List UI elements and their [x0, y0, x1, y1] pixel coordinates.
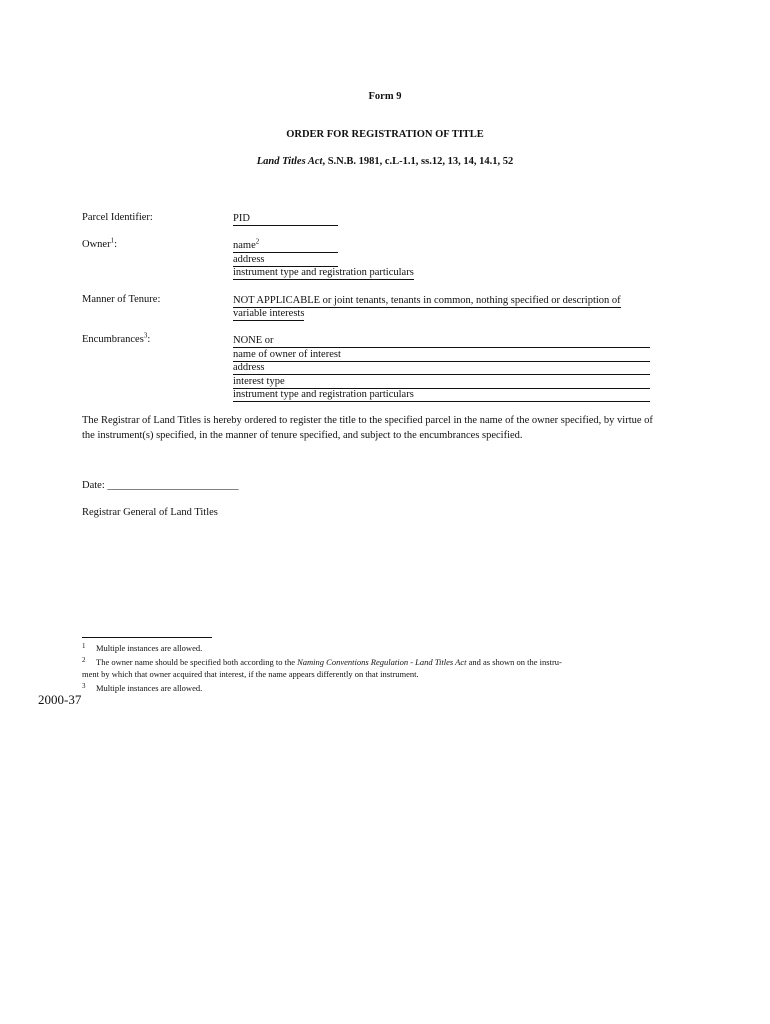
owner-footnote-ref: 1 [110, 236, 115, 245]
parcel-label: Parcel Identifier: [82, 212, 153, 223]
act-reference: , S.N.B. 1981, c.L-1.1, ss.12, 13, 14, 14.1, 52 [322, 156, 514, 167]
footnote-2 [82, 656, 652, 680]
tenure-line-2: variable interests [233, 308, 305, 319]
encumbrance-line: name of owner of interest [233, 348, 650, 362]
footnote-text [96, 657, 562, 667]
footnote-text: Multiple instances are allowed. [96, 683, 203, 693]
act-citation [0, 156, 770, 167]
regulation-name: Naming Conventions Regulation - Land Titles Act [297, 657, 467, 667]
footnote-1 [82, 642, 652, 654]
encumbrance-line: interest type [233, 375, 650, 389]
footnote-number: 3 [82, 682, 86, 690]
encumbrances-label [82, 331, 151, 345]
owner-label-text: Owner [82, 239, 111, 250]
footnote-number: 1 [82, 642, 86, 650]
tenure-line-1: NOT APPLICABLE or joint tenants, tenants in common, nothing specified or description of [233, 295, 621, 306]
act-name: Land Titles Act [256, 156, 323, 167]
footnote-text: Multiple instances are allowed. [96, 643, 203, 653]
encumbrances-label-colon: : [147, 334, 151, 345]
footnote-separator [82, 637, 212, 638]
tenure-label: Manner of Tenure: [82, 294, 161, 305]
encumbrances-label-text: Encumbrances [82, 334, 144, 345]
name-footnote-ref: 2 [255, 237, 260, 246]
footnote-text-part: The owner name should be specified both according to the [96, 657, 298, 667]
date-line: Date: _________________________ [82, 480, 239, 491]
footnote-number: 2 [82, 656, 86, 664]
form-number: Form 9 [368, 91, 402, 102]
owner-name: name [233, 240, 256, 251]
parcel-value: PID [233, 212, 338, 226]
footnote-text-continuation: ment by which that owner acquired that interest, if the name appears differently on that instrument. [82, 669, 419, 679]
owner-instrument: instrument type and registration particulars [233, 267, 414, 278]
page-code: 2000-37 [38, 692, 82, 707]
owner-name-field [233, 239, 338, 253]
encumbrances-footnote-ref: 3 [143, 331, 148, 340]
encumbrance-line: address [233, 361, 650, 375]
registrar-signature-label: Registrar General of Land Titles [82, 507, 218, 518]
encumbrance-line: NONE or [233, 334, 650, 348]
encumbrance-line: instrument type and registration particulars [233, 388, 650, 402]
order-paragraph: The Registrar of Land Titles is hereby ordered to register the title to the specified parcel in the name of the owner specified, by virtue of the instrument(s) specified, in the manner of tenure specified, and subject to the encumbrances specified. [82, 415, 653, 441]
footnote-3 [82, 682, 652, 694]
form-title: ORDER FOR REGISTRATION OF TITLE [286, 129, 484, 140]
owner-label-colon: : [114, 239, 117, 250]
owner-label [82, 236, 117, 250]
footnote-text-part: and as shown on the instru- [466, 657, 562, 667]
owner-address: address [233, 253, 338, 267]
